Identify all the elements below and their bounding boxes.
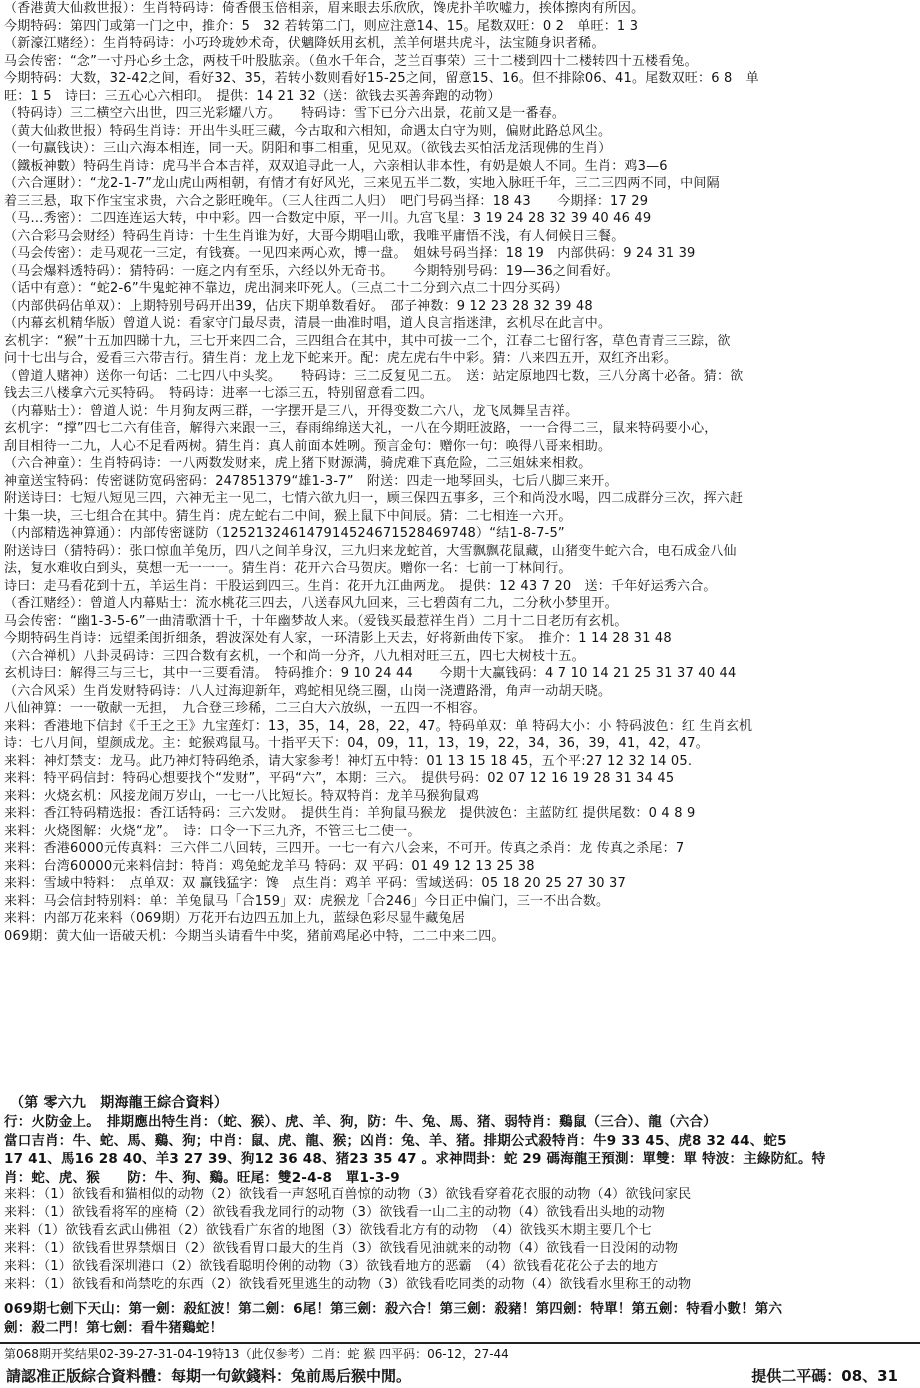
text-line: （内幕玄机精华版）曾道人说：看家守门最尽责，清晨一曲准时唱，道人良言指迷津，玄机尽在此言中。 xyxy=(4,316,612,331)
divider-rule xyxy=(0,1342,920,1344)
text-line: 玄机字：“撑”四七二六有佳音，解得六来跟一三，春雨绵绵送大礼，一八在今期旺波路，一一合得二三，鼠来特码要小心， xyxy=(4,421,718,436)
text-line: 来料：内部万花来料（069期）万花开右边四五加上九，蓝绿色彩尽显牛藏兔居 xyxy=(4,911,466,926)
text-line: （六合风采）生肖发财特码诗：八人过海迎新年，鸡蛇相见绕三圈，山岗一浇遭路滑，角声一动胡天晓。 xyxy=(4,683,612,699)
text-line: 来料：香江特码精选报：香江话特码：三六发财。 提供生肖：羊狗鼠马猴龙 提供波色：主蓝防红 提供尾数：0 4 8 9 xyxy=(4,806,696,821)
text-line: 今期特码生肖诗：远望柔闺折细条，碧波深处有人家，一环清影上天去，好将新曲传下家。 推介：1 14 28 31 48 xyxy=(4,631,672,646)
text-line: 今期特码：大数，32-42之间，看好32、35，若转小数则看好15-25之间，留意15、16。但不排除06、41。尾数双旺：6 8 单 xyxy=(4,71,759,86)
text-line: （六合彩马会财经）特码生肖诗：十生生肖谁为好，大哥今期唱山歌，我唯平庸悟不浅，有人伺候日三餐。 xyxy=(4,228,625,244)
text-line: （香港黄大仙救世报）：生肖特码诗：倚香偎玉倍相亲，眉来眼去乐欣欣，馋虎扑羊吹嘘力，挨体擦肉有所因。 xyxy=(4,1,645,16)
text-line: （内部精选神算通）：内部传密谜防（125213246147914524671528469748）“结1-8-7-5” xyxy=(4,526,565,541)
text-line: 来料：香港地下信封《千王之王》九宝莲灯：13，35，14，28，22，47。特码单双：单 特码大小：小 特码波色：红 生肖玄机 xyxy=(4,718,753,734)
text-line: 十集一块，三七组合在其中。猜生肖：虎左蛇右二中间，猴上鼠下中间辰。猜：二七相连一六开。 xyxy=(4,508,572,524)
footer-banner xyxy=(0,1364,920,1388)
text-line: （香江赌经）：曾道人内幕贴士：流水桃花三四去，八送春风九回来，三七碧茵有二九，二分秋小梦里开。 xyxy=(4,596,618,611)
text-line: （新濠江赌经）：生肖特码诗：小巧玲珑妙术奇，伏魑降妖用玄机，羔羊何堪共虎斗，法宝随身识者稀。 xyxy=(4,36,605,51)
text-line: 问十七出与合，爱看三六带吉行。猜生肖：龙上龙下蛇来开。配：虎左虎右牛中彩。猜：八来四五开，双红齐出彩。 xyxy=(4,351,678,366)
text-line: 马会传密：“幽1-3-5-6”一曲清歌酒十千，十年幽梦故人来。（爱钱买最惹祥生肖）二月十二日老历有玄机。 xyxy=(4,613,628,629)
footer-slogan: 請認准正版綜合資料體：每期一句欽錢料：兔前馬后猴中閒。 xyxy=(6,1367,412,1385)
text-line: （内部供码佔单双）：上期特别号码开出39，佔庆下期单数看好。 邵子神数：9 12 23 28 32 39 48 xyxy=(4,298,593,314)
text-line: 今期特码：第四门或第一门之中，推介：5 32 若转第二门，则应注意14、15。尾数双旺：0 2 单旺：1 3 xyxy=(4,18,639,34)
text-line: （黄大仙救世报）特码生肖诗：开出牛头旺三藏，今古取和六相知，命遇太白守为则，偏财此路总风尘。 xyxy=(4,123,612,139)
summary-line: 17 41、馬16 28 40、羊3 27 39、狗12 36 48、猪23 35 47 。求神問卦：蛇 29 碼海龍王預測：單雙：單 特波：主綠防紅。特 xyxy=(4,1151,826,1167)
text-line: 来料：神灯禁支：龙马。此乃神灯特码绝杀，请大家参考！神灯五中特：01 13 15 18 45，五个平:27 12 32 14 05. xyxy=(4,753,693,769)
clue-line: 来料：（1）欲钱看和猫相似的动物（2）欲钱看一声怒吼百兽惊的动物（3）欲钱看穿着花衣服的动物（4）欲钱问家民 xyxy=(4,1187,692,1202)
riddle-clues-section xyxy=(0,1186,920,1294)
text-line: （内幕贴士）：曾道人说：牛月狗友两三群，一字摆开是三八，开得变数二六八，龙飞凤舞呈吉祥。 xyxy=(4,403,579,419)
footer-codes: 提供二平碼：08、31 xyxy=(751,1367,898,1385)
text-line: （马会爆料透特码）：猜特码：一庭之内有至乐，六经以外无奇书。 今期特别号码：19—36之间看好。 xyxy=(4,263,619,279)
text-line: 诗：七八月间，望颜成龙。主：蛇猴鸡鼠马。十指平天下：04，09，11，13，19，22，34，36，39，41，42，47。 xyxy=(4,736,709,751)
text-line: 附送诗曰：七短八短见三四，六神无主一见二，七情六欲九归一，顾三保四五事多，三个和尚没水喝，四二成群分三次，挥六赶 xyxy=(4,491,744,506)
clue-line: 来料：（1）欲钱看世界禁烟日（2）欲钱看胃口最大的生肖（3）欲钱看见油就来的动物（4）欲钱看一日没闲的动物 xyxy=(4,1241,679,1256)
clue-line: 来料：（1）欲钱看将军的座椅（2）欲钱看我龙同行的动物（3）欲钱看一山二主的动物（4）欲钱看出头地的动物 xyxy=(4,1205,665,1220)
text-line: 钱去三八楼拿六元买特码。 特码诗：进率一七添三五，特别留意看二四。 xyxy=(4,386,434,401)
text-line: （一句赢钱诀）：三山六海本相连，同一天。阴阳和事二相重，见见双。（欲钱去买怕活龙活现佛的生肖） xyxy=(4,141,612,156)
previous-result: 第068期开奖结果02-39-27-31-04-19特13（此仅参考）二肖：蛇 猴 四平码：06-12，27-44 xyxy=(4,1347,509,1361)
summary-line: 當口吉肖：牛、蛇、馬、鷄、狗；中肖：鼠、虎、龍、猴；凶肖：兔、羊、猪。排期公式殺特肖：牛9 33 45、虎8 32 44、蛇5 xyxy=(4,1132,787,1149)
text-line: 马会传密：“念”一寸丹心乡土念，两枝千叶股肱亲。（鱼水千年合，芝兰百事荣）三十二楼到四十二楼转四十五楼看兔。 xyxy=(4,53,698,69)
text-line: 069期：黄大仙一语破天机：今期当头请看牛中奖，猪前鸡尾必中特，二二中来二四。 xyxy=(4,928,505,944)
text-line: 旺：1 5 诗曰：三五心心六相印。 提供：14 21 32（送：欲钱去买善奔跑的动物） xyxy=(4,88,501,104)
clue-line: 来料（1）欲钱看玄武山佛祖（2）欲钱看广东省的地图（3）欲钱看北方有的动物 （4）欲钱买木期主要几个七 xyxy=(4,1223,652,1238)
text-line: 来料：香港6000元传真料：三六伴二八回转，三四开。一七一有六八会来，不可开。传真之杀肖：龙 传真之杀尾：7 xyxy=(4,841,685,856)
text-line: 来料：雪域中特料： 点单双：双 赢钱猛字：馋 点生肖：鸡羊 平码：雪域送码：05 18 20 25 27 30 37 xyxy=(4,876,626,891)
issue-heading: （第 零六九 期海龍王綜合資料） xyxy=(10,1095,229,1111)
text-line: （六合運財）：“龙2-1-7”龙山虎山两相朝，有情才有好风光，三来见五半二数，实地入脉旺千年，三二三四两不同，中间隔 xyxy=(4,176,720,191)
clue-line: 来料：（1）欲钱看深圳港口（2）欲钱看聪明伶俐的动物（3）欲钱看地方的恶霸 （4）欲钱看花花公子去的地方 xyxy=(4,1259,659,1274)
text-line: （鐵板神數）特码生肖诗：虎马半合本吉祥，双双追寻此一人，六亲相认非本性，有奶是娘人不同。生肖：鸡3—6 xyxy=(4,158,668,174)
text-line: 着三三悬，取下作宝宝求贵，六合之影旺晚年。（三人往西二人归） 吧门号码当择：18 43 今期择：17 29 xyxy=(4,193,649,209)
issue-heading-section xyxy=(0,1093,920,1113)
text-line: （特码诗）三二横空六出世，四三光彩耀八方。 特码诗：雪下已分六出景，花前又是一番春。 xyxy=(4,106,566,121)
text-line: 来料：台湾60000元来料信封：特肖：鸡兔蛇龙羊马 特码：双 平码：01 49 12 13 25 38 xyxy=(4,858,535,874)
text-line: 附送诗曰（猜特码）：张口惊血羊兔历，四八之间羊身汉，三九归来龙蛇首，大雪飘飘花鼠藏，山猪变牛蛇六合，电石成金八仙 xyxy=(4,543,737,559)
text-line: 来料：特平码信封：特码心想要找个“发财”，平码“六”，本期：三六。 提供号码：02 07 12 16 19 28 31 34 45 xyxy=(4,771,675,786)
text-line: 法，复水难收白到头，莫想一无一一一。猜生肖：花开六合马贺庆。赠你一名：七前一丁林间行。 xyxy=(4,561,572,576)
text-line: （马会传密）：走马观花一三定，有钱赛。一见四来两心欢，博一盘。 姐妹号码当择：18 19 内部供码：9 24 31 39 xyxy=(4,246,696,261)
text-line: （话中有意）：“蛇2-6”牛鬼蛇神不靠边，虎出洞来吓死人。（三点二十二分到六点二十四分买码） xyxy=(4,281,568,296)
clue-line: 来料：（1）欲钱看和尚禁吃的东西（2）欲钱看死里逃生的动物（3）欲钱看吃同类的动物（4）欲钱看水里称王的动物 xyxy=(4,1277,692,1292)
text-line: 八仙神算：一一敬献一无担， 九合登三珍稀，二三白大六放纵，一五四一不相容。 xyxy=(4,701,486,716)
text-line: 神童送宝特码：传密谜防宽码密码：247851379“雄1-3-7” 附送：四走一地琴回头，七后八脚三来开。 xyxy=(4,473,618,489)
sword-line: 069期七劍下天山：第一劍：殺紅波！第二劍：6尾！第三劍：殺六合！第三劍：殺豬！第四劍：特單！第五劍：特看小數！第六 xyxy=(4,1301,783,1317)
summary-line: 肖：蛇、虎、猴 防：牛、狗、鷄。旺尾：雙2-4-8 單1-3-9 xyxy=(4,1169,400,1186)
text-line: 刮目相待一二九，人心不足看两树。猜生肖：真人前面本姓咧。预言金句：赠你一句：唤得八哥来相助。 xyxy=(4,438,612,454)
text-line: 来料：火烧图解：火烧“龙”。 诗：口令一下三九齐，不管三七二使一。 xyxy=(4,823,421,839)
summary-line: 行：火防金上。 排期應出特生肖：（蛇、猴）、虎、羊、狗，防：牛、兔、馬、猪、弱特肖：鷄鼠（三合）、龍（六合） xyxy=(4,1114,717,1130)
text-line: 玄机诗曰：解得三与三七，其中一三要看清。 特码推介：9 10 24 44 今期十大赢钱码：4 7 10 14 21 25 31 37 40 44 xyxy=(4,666,737,681)
text-line: 诗曰：走马看花到十五，羊运生肖：干股运到四三。生肖：花开九江曲两龙。 提供：12 43 7 20 送：千年好运秀六合。 xyxy=(4,578,717,594)
summary-section xyxy=(0,1113,920,1187)
text-line: （六合神童）：生肖特码诗：一八两数发财来，虎上猪下财源满，骑虎难下真危险，二三姐妹来相救。 xyxy=(4,456,592,471)
seven-swords-section xyxy=(0,1300,920,1338)
text-line: （六合禅机）八卦灵码诗：三四合数有玄机，一个和尚一分齐，八九相对旺三五，四七大树枝十五。 xyxy=(4,648,585,664)
text-line: 来料：火烧玄机：风接龙闹万岁山，一七一八比短长。特双特肖：龙羊马猴狗鼠鸡 xyxy=(4,788,480,804)
text-line: 玄机字：“猴”十五加四睇十九，三七开来四二合，三四组合在其中，其中可拔一二个，江春二七留行客，草色青青三三踪，欲 xyxy=(4,333,731,349)
text-line: 来料：马会信封特别料：单：羊兔鼠马「合159」双：虎猴龙「合246」今日正中偏门，三一不出合数。 xyxy=(4,893,610,909)
text-line: （曾道人赌神）送你一句话：二七四八中头奖。 特码诗：三二反复见二五。 送：站定原地四七数，三八分离十必备。猜：欲 xyxy=(4,368,744,384)
sword-line: 劍：殺二門！第七劍：看牛猪鷄蛇！ xyxy=(4,1320,224,1336)
text-line: （马…秀密）：二四连连运大转，中中彩。四一合数定中原，平一川。九宫飞星：3 19 24 28 32 39 40 46 49 xyxy=(4,211,652,226)
